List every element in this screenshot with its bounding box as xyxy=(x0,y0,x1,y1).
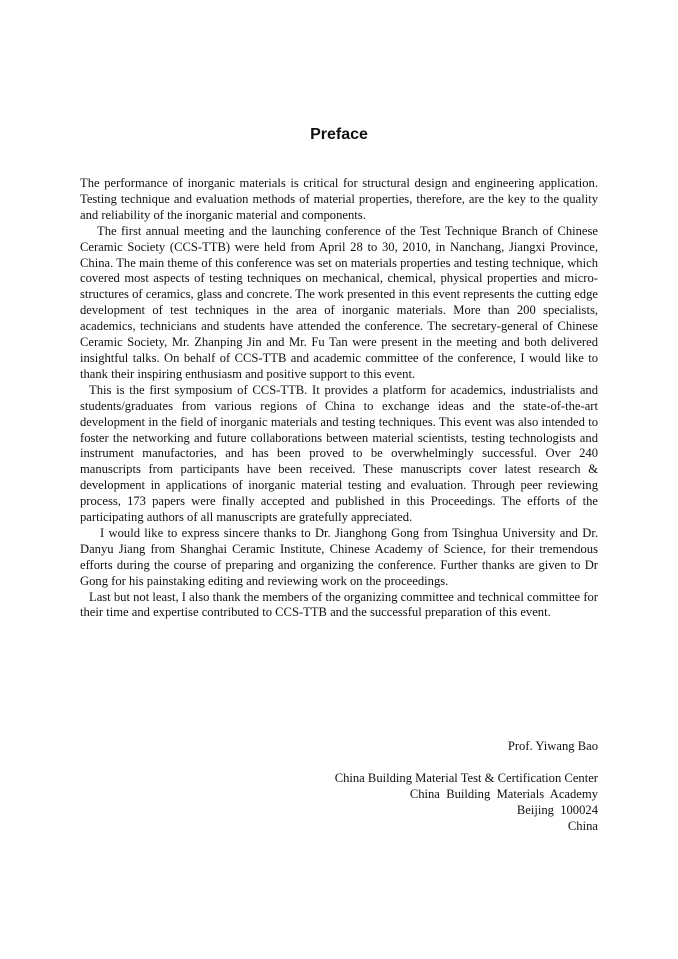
affiliation-line-4: China xyxy=(567,818,598,833)
page-title: Preface xyxy=(310,126,368,143)
paragraph-1: The performance of inorganic materials is critical for structural design and engineering application. Testing technique and evaluation methods of material properties, therefore, are the key to the quality and reliability of the inorganic material and components. xyxy=(80,176,598,222)
author-affiliation xyxy=(335,771,598,835)
affiliation-line-1: China Building Material Test & Certification Center xyxy=(334,771,598,785)
affiliation-line-3: Beijing 100024 xyxy=(516,802,598,817)
affiliation-line-2: China Building Materials Academy xyxy=(409,786,598,801)
paragraph-5: Last but not least, I also thank the members of the organizing committee and technical committee for their time and expertise contributed to CCS-TTB and the successful preparation of this event. xyxy=(80,589,598,620)
paragraph-2: The first annual meeting and the launching conference of the Test Technique Branch of Chinese Ceramic Society (CCS-TTB) were held from April 28 to 30, 2010, in Nanchang, Jiangxi Province, China. The main theme of this conference was set on materials properties and testing technique, which covered most aspects of testing techniques on mechanical, chemical, physical properties and micro-structures of ceramics, glass and concrete. The work presented in this event represents the cutting edge development of test techniques in the area of inorganic materials. More than 200 specialists, academics, technicians and students have attended the conference. The secretary-general of Chinese Ceramic Society, Mr. Zhanping Jin and Mr. Fu Tan were present in the meeting and both delivered insightful talks. On behalf of CCS-TTB and academic committee of the conference, I would like to thank their inspiring enthusiasm and positive support to this event. xyxy=(80,223,598,381)
paragraph-3: This is the first symposium of CCS-TTB. It provides a platform for academics, industrialists and students/graduates from various regions of China to exchange ideas and the state-of-the-art development in the field of inorganic materials and testing techniques. This event was also intended to foster the networking and future collaborations between material scientists, testing technologists and instrument manufactories, and has been proved to be overwhelmingly successful. Over 240 manuscripts from participants have been received. These manuscripts cover latest research & development in applications of inorganic material testing and evaluation. Through peer reviewing process, 173 papers were finally accepted and published in this Proceedings. The efforts of the participating authors of all manuscripts are gratefully appreciated. xyxy=(80,382,598,525)
preface-body xyxy=(80,176,598,621)
paragraph-4: I would like to express sincere thanks to Dr. Jianghong Gong from Tsinghua University and Dr. Danyu Jiang from Shanghai Ceramic Institute, Chinese Academy of Science, for their tremendous efforts during the course of preparing and organizing the conference. Further thanks are given to Dr Gong for his painstaking editing and reviewing work on the proceedings. xyxy=(80,525,598,588)
author-signature: Prof. Yiwang Bao xyxy=(507,739,598,753)
